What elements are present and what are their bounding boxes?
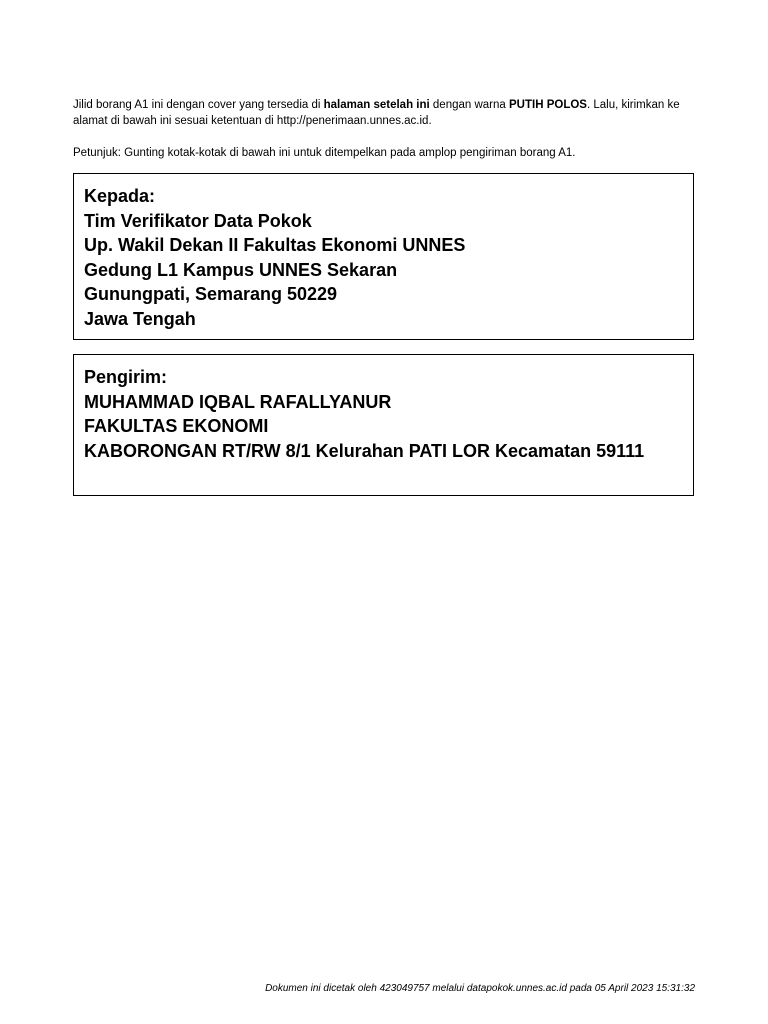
sender-name: MUHAMMAD IQBAL RAFALLYANUR — [84, 391, 392, 412]
recipient-line: Tim Verifikator Data Pokok — [84, 210, 312, 231]
recipient-heading: Kepada: — [84, 186, 156, 206]
instruction-text-1: Jilid borang A1 ini dengan cover yang tersedia di — [73, 99, 324, 111]
instruction-bold-color: PUTIH POLOS — [509, 99, 587, 111]
sender-faculty: FAKULTAS EKONOMI — [84, 416, 269, 436]
instruction-paragraph — [73, 97, 698, 129]
instruction-text-2: dengan warna — [429, 99, 510, 111]
instruction-text-3: . Lalu, kirimkan ke alamat di bawah ini sesuai ketentuan di http://penerimaan.unnes.ac.id. — [73, 99, 680, 127]
sender-address-box — [73, 354, 694, 496]
recipient-line: Up. Wakil Dekan II Fakultas Ekonomi UNNES — [84, 235, 466, 255]
sender-heading: Pengirim: — [84, 367, 168, 387]
print-footer: Dokumen ini dicetak oleh 423049757 melalui datapokok.unnes.ac.id pada 05 April 2023 15:31:32 — [265, 983, 695, 994]
recipient-line: Gunungpati, Semarang 50229 — [84, 284, 338, 304]
recipient-line: Gedung L1 Kampus UNNES Sekaran — [84, 259, 398, 280]
instruction-bold-page: halaman setelah ini — [323, 99, 430, 111]
instruction-hint: Petunjuk: Gunting kotak-kotak di bawah ini untuk ditempelkan pada amplop pengiriman borang A1. — [73, 147, 576, 159]
recipient-line: Jawa Tengah — [84, 308, 196, 329]
instructions — [73, 97, 698, 161]
sender-address: KABORONGAN RT/RW 8/1 Kelurahan PATI LOR Kecamatan 59111 — [84, 440, 645, 461]
recipient-address-box — [73, 173, 694, 340]
